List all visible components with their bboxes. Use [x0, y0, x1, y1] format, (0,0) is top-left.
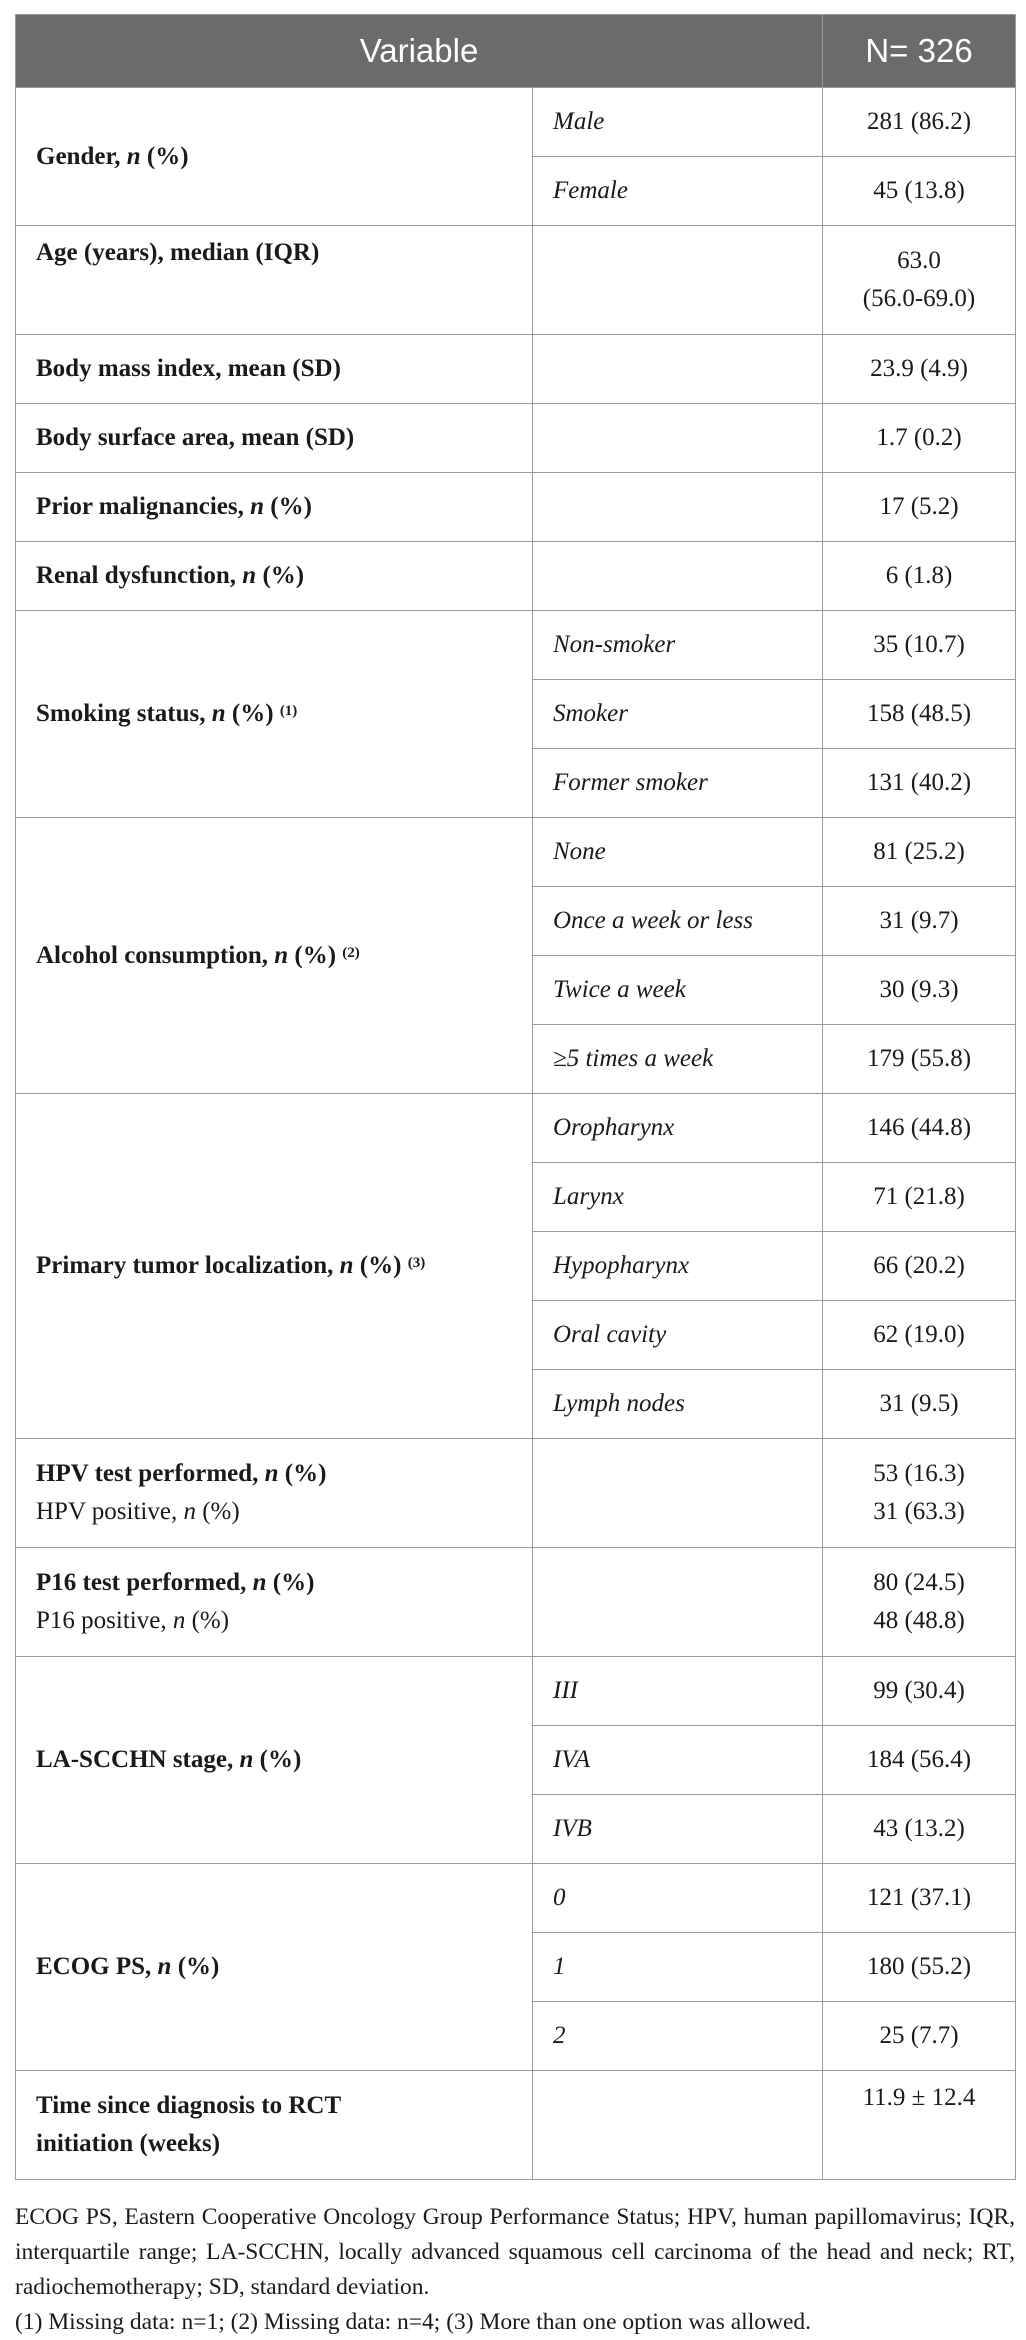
empty-cell — [533, 404, 823, 473]
value-cell: 62 (19.0) — [823, 1301, 1016, 1370]
category-cell: Oropharynx — [533, 1094, 823, 1163]
category-cell: Non-smoker — [533, 611, 823, 680]
row-label-tumor: Primary tumor localization, n (%) $^{(3)}$ — [16, 1094, 533, 1439]
row-label-alcohol: Alcohol consumption, n (%) $^{(2)}$ — [16, 818, 533, 1094]
category-cell: IVB — [533, 1795, 823, 1864]
row-label-prior: Prior malignancies, n (%) — [16, 473, 533, 542]
empty-cell — [533, 2071, 823, 2180]
value-cell: 43 (13.2) — [823, 1795, 1016, 1864]
value-cell: 146 (44.8) — [823, 1094, 1016, 1163]
value-cell: 179 (55.8) — [823, 1025, 1016, 1094]
row-label-hpv: HPV test performed, n (%) HPV positive, n (%) — [16, 1439, 533, 1548]
empty-cell — [533, 1439, 823, 1548]
table-footnote — [15, 2200, 1015, 2340]
row-label-renal: Renal dysfunction, n (%) — [16, 542, 533, 611]
table-row — [16, 473, 1016, 542]
category-cell: Smoker — [533, 680, 823, 749]
value-cell: 35 (10.7) — [823, 611, 1016, 680]
row-label-ecog: ECOG PS, n (%) — [16, 1864, 533, 2071]
value-cell: 180 (55.2) — [823, 1933, 1016, 2002]
table-row — [16, 611, 1016, 680]
table-row — [16, 88, 1016, 157]
value-cell: 1.7 (0.2) — [823, 404, 1016, 473]
category-cell: Female — [533, 157, 823, 226]
empty-cell — [533, 1548, 823, 1657]
table-row — [16, 404, 1016, 473]
value-cell: 158 (48.5) — [823, 680, 1016, 749]
category-cell: Once a week or less — [533, 887, 823, 956]
row-label-bsa: Body surface area, mean (SD) — [16, 404, 533, 473]
category-cell: Hypopharynx — [533, 1232, 823, 1301]
value-cell: 66 (20.2) — [823, 1232, 1016, 1301]
table-row — [16, 1094, 1016, 1163]
value-cell: 31 (9.5) — [823, 1370, 1016, 1439]
category-cell: 2 — [533, 2002, 823, 2071]
table-row — [16, 1548, 1016, 1657]
category-cell: 0 — [533, 1864, 823, 1933]
category-cell: Twice a week — [533, 956, 823, 1025]
missing-data-note: (1) Missing data: n=1; (2) Missing data: n=4; (3) More than one option was allowed. — [15, 2309, 812, 2335]
category-cell: ≥5 times a week — [533, 1025, 823, 1094]
value-cell: 184 (56.4) — [823, 1726, 1016, 1795]
row-label-time: Time since diagnosis to RCT initiation (weeks) — [16, 2071, 533, 2180]
row-label-smoking: Smoking status, n (%) $^{(1)}$ — [16, 611, 533, 818]
value-cell: 71 (21.8) — [823, 1163, 1016, 1232]
table-row — [16, 542, 1016, 611]
value-cell: 6 (1.8) — [823, 542, 1016, 611]
category-cell: Oral cavity — [533, 1301, 823, 1370]
value-cell: 45 (13.8) — [823, 157, 1016, 226]
category-cell: Lymph nodes — [533, 1370, 823, 1439]
abbreviations-note: ECOG PS, Eastern Cooperative Oncology Group Performance Status; HPV, human papillomavirus; IQR, interquartile range; LA-SCCHN, locally advanced squamous cell carcinoma of the head and neck; RT, radiochemotherapy; SD, standard deviation. — [15, 2204, 1015, 2300]
value-cell: 23.9 (4.9) — [823, 335, 1016, 404]
row-label-bmi: Body mass index, mean (SD) — [16, 335, 533, 404]
table-row — [16, 335, 1016, 404]
value-cell: 80 (24.5) 48 (48.8) — [823, 1548, 1016, 1657]
value-cell: 131 (40.2) — [823, 749, 1016, 818]
row-label-gender: Gender, n (%) — [16, 88, 533, 226]
empty-cell — [533, 226, 823, 335]
table-row — [16, 818, 1016, 887]
value-cell: 31 (9.7) — [823, 887, 1016, 956]
value-cell: 121 (37.1) — [823, 1864, 1016, 1933]
value-cell: 11.9 ± 12.4 — [823, 2071, 1016, 2180]
category-cell: III — [533, 1657, 823, 1726]
category-cell: IVA — [533, 1726, 823, 1795]
category-cell: 1 — [533, 1933, 823, 2002]
value-cell: 17 (5.2) — [823, 473, 1016, 542]
table-row — [16, 1864, 1016, 1933]
empty-cell — [533, 542, 823, 611]
header-n: N= 326 — [823, 15, 1016, 88]
category-cell: Former smoker — [533, 749, 823, 818]
category-cell: Larynx — [533, 1163, 823, 1232]
value-cell: 281 (86.2) — [823, 88, 1016, 157]
table-row — [16, 1657, 1016, 1726]
header-variable: Variable — [16, 15, 823, 88]
value-cell: 53 (16.3) 31 (63.3) — [823, 1439, 1016, 1548]
category-cell: Male — [533, 88, 823, 157]
table-row — [16, 226, 1016, 335]
category-cell: None — [533, 818, 823, 887]
row-label-p16: P16 test performed, n (%) P16 positive, n (%) — [16, 1548, 533, 1657]
row-label-stage: LA-SCCHN stage, n (%) — [16, 1657, 533, 1864]
row-label-age: Age (years), median (IQR) — [16, 226, 533, 335]
value-cell: 30 (9.3) — [823, 956, 1016, 1025]
value-cell: 81 (25.2) — [823, 818, 1016, 887]
table-row — [16, 1439, 1016, 1548]
empty-cell — [533, 473, 823, 542]
header-row — [16, 15, 1016, 88]
table-row — [16, 2071, 1016, 2180]
value-cell: 25 (7.7) — [823, 2002, 1016, 2071]
empty-cell — [533, 335, 823, 404]
characteristics-table — [15, 14, 1016, 2180]
value-cell: 63.0 (56.0-69.0) — [823, 226, 1016, 335]
value-cell: 99 (30.4) — [823, 1657, 1016, 1726]
